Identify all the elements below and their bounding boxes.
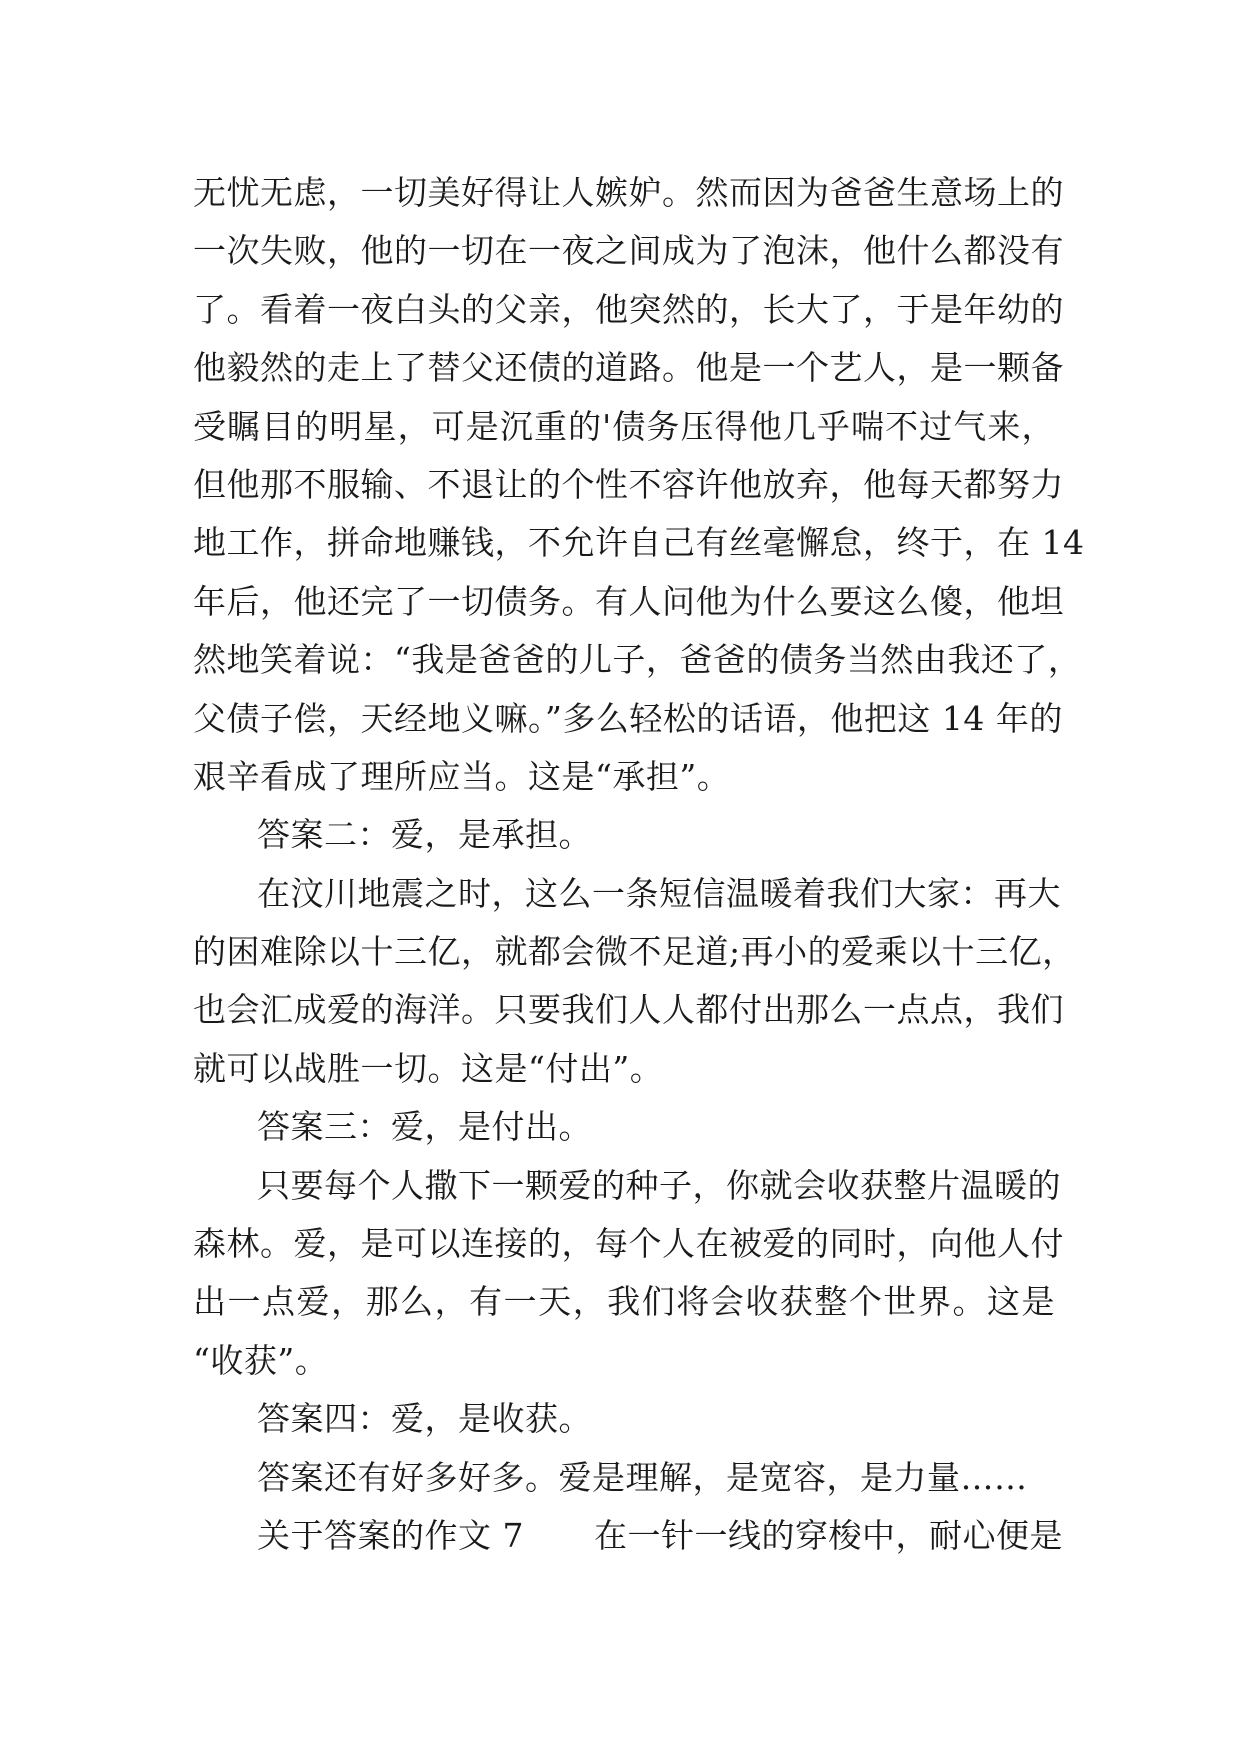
paragraph-first-line: 答案还有好多好多。爱是理解，是宽容，是力量…… bbox=[257, 1457, 1028, 1497]
text-line: 然地笑着说：“我是爸爸的儿子，爸爸的债务当然由我还了， bbox=[193, 640, 1082, 680]
text-line: 的困难除以十三亿，就都会微不足道;再小的爱乘以十三亿， bbox=[193, 932, 1076, 972]
text-line: 艰辛看成了理所应当。这是“承担”。 bbox=[193, 756, 731, 796]
text-line: “收获”。 bbox=[193, 1340, 329, 1380]
text-line: 他毅然的走上了替父还债的道路。他是一个艺人，是一颗备 bbox=[193, 348, 1064, 388]
text-line: 父债子偿，天经地义嘛。”多么轻松的话语，他把这 14 年的 bbox=[193, 698, 1063, 738]
text-line: 地工作，拼命地赚钱，不允许自己有丝毫懈怠，终于，在 14 bbox=[193, 523, 1085, 563]
essay-opening-text: 在一针一线的穿梭中，耐心便是 bbox=[594, 1515, 1063, 1555]
text-line: 出一点爱，那么，有一天，我们将会收获整个世界。这是 bbox=[193, 1282, 1055, 1322]
text-line: 受瞩目的明星，可是沉重的'债务压得他几乎喘不过气来， bbox=[193, 406, 1055, 446]
document-body bbox=[193, 164, 1085, 1565]
answer-heading: 答案四：爱，是收获。 bbox=[257, 1399, 592, 1439]
text-line: 一次失败，他的一切在一夜之间成为了泡沫，他什么都没有 bbox=[193, 231, 1064, 271]
text-line: 就可以战胜一切。这是“付出”。 bbox=[193, 1048, 664, 1088]
text-line: 也会汇成爱的海洋。只要我们人人都付出那么一点点，我们 bbox=[193, 990, 1064, 1030]
text-line: 年后，他还完了一切债务。有人问他为什么要这么傻，他坦 bbox=[193, 581, 1064, 621]
paragraph-first-line: 在汶川地震之时，这么一条短信温暖着我们大家：再大 bbox=[257, 873, 1061, 913]
text-line: 无忧无虑，一切美好得让人嫉妒。然而因为爸爸生意场上的 bbox=[193, 173, 1064, 212]
text-line: 但他那不服输、不退让的个性不容许他放弃，他每天都努力 bbox=[193, 464, 1064, 504]
text-line: 森林。爱，是可以连接的，每个人在被爱的同时，向他人付 bbox=[193, 1224, 1064, 1264]
text-line: 了。看着一夜白头的父亲，他突然的，长大了，于是年幼的 bbox=[193, 289, 1064, 329]
answer-heading: 答案三：爱，是付出。 bbox=[257, 1107, 592, 1147]
essay-title-line bbox=[193, 1507, 1063, 1565]
answer-heading: 答案二：爱，是承担。 bbox=[257, 815, 592, 855]
paragraph-first-line: 只要每个人撒下一颗爱的种子，你就会收获整片温暖的 bbox=[257, 1165, 1061, 1205]
essay-title: 关于答案的作文 7 bbox=[257, 1515, 524, 1555]
